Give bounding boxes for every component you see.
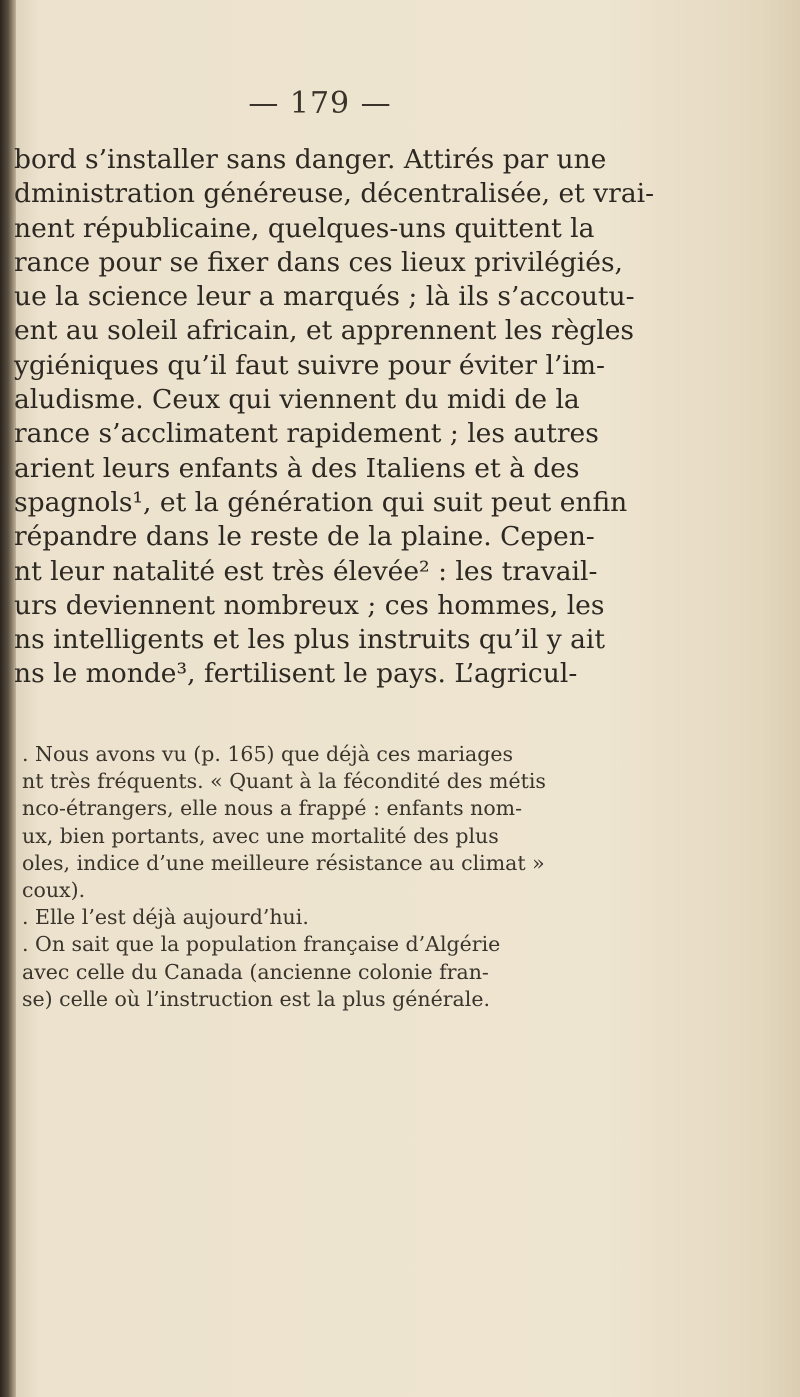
footnote-line: . Elle l’est déjà aujourd’hui. bbox=[22, 905, 309, 930]
footnote-line: ux, bien portants, avec une mortalité des plus bbox=[22, 823, 499, 848]
text-line: arient leurs enfants à des Italiens et à des bbox=[14, 452, 580, 484]
text-line: rance pour se fixer dans ces lieux privilégiés, bbox=[14, 246, 623, 278]
text-line: ns le monde³, fertilisent le pays. L’agricul- bbox=[14, 658, 578, 690]
text-line: ygiéniques qu’il faut suivre pour éviter l’im- bbox=[14, 349, 605, 381]
text-line: ns intelligents et les plus instruits qu’il y ait bbox=[14, 624, 606, 656]
text-line: rance s’acclimatent rapidement ; les autres bbox=[14, 418, 599, 450]
footnote-line: . Nous avons vu (p. 165) que déjà ces mariages bbox=[22, 742, 514, 766]
footnote-line: avec celle du Canada (ancienne colonie fran- bbox=[22, 959, 489, 984]
footnote-line: coux). bbox=[22, 877, 86, 902]
footnote-line: oles, indice d’une meilleure résistance au climat » bbox=[22, 850, 545, 875]
footnote-line: . On sait que la population française d’Algérie bbox=[22, 932, 501, 957]
text-line: aludisme. Ceux qui viennent du midi de la bbox=[14, 384, 580, 416]
text-line: ent au soleil africain, et apprennent les règles bbox=[14, 315, 635, 347]
footnote-line: nco-étrangers, elle nous a frappé : enfants nom- bbox=[22, 796, 523, 821]
text-line: bord s’installer sans danger. Attirés par une bbox=[14, 144, 607, 175]
text-line: spagnols¹, et la génération qui suit peut enfin bbox=[14, 486, 628, 518]
main-text-block bbox=[14, 143, 734, 692]
text-line: nent républicaine, quelques-uns quittent la bbox=[14, 212, 595, 244]
text-line: nt leur natalité est très élevée² : les travail- bbox=[14, 555, 598, 587]
text-line: urs deviennent nombreux ; ces hommes, les bbox=[14, 589, 605, 621]
text-line: répandre dans le reste de la plaine. Cepen- bbox=[14, 521, 595, 553]
footnote-line: nt très fréquents. « Quant à la fécondité des métis bbox=[22, 769, 546, 794]
footnote-line: se) celle où l’instruction est la plus générale. bbox=[22, 986, 490, 1011]
text-line: ue la science leur a marqués ; là ils s’accoutu- bbox=[14, 281, 635, 313]
page-number: — 179 — bbox=[248, 86, 392, 121]
text-line: dministration généreuse, décentralisée, et vrai- bbox=[14, 178, 655, 210]
footnotes bbox=[22, 741, 742, 1013]
